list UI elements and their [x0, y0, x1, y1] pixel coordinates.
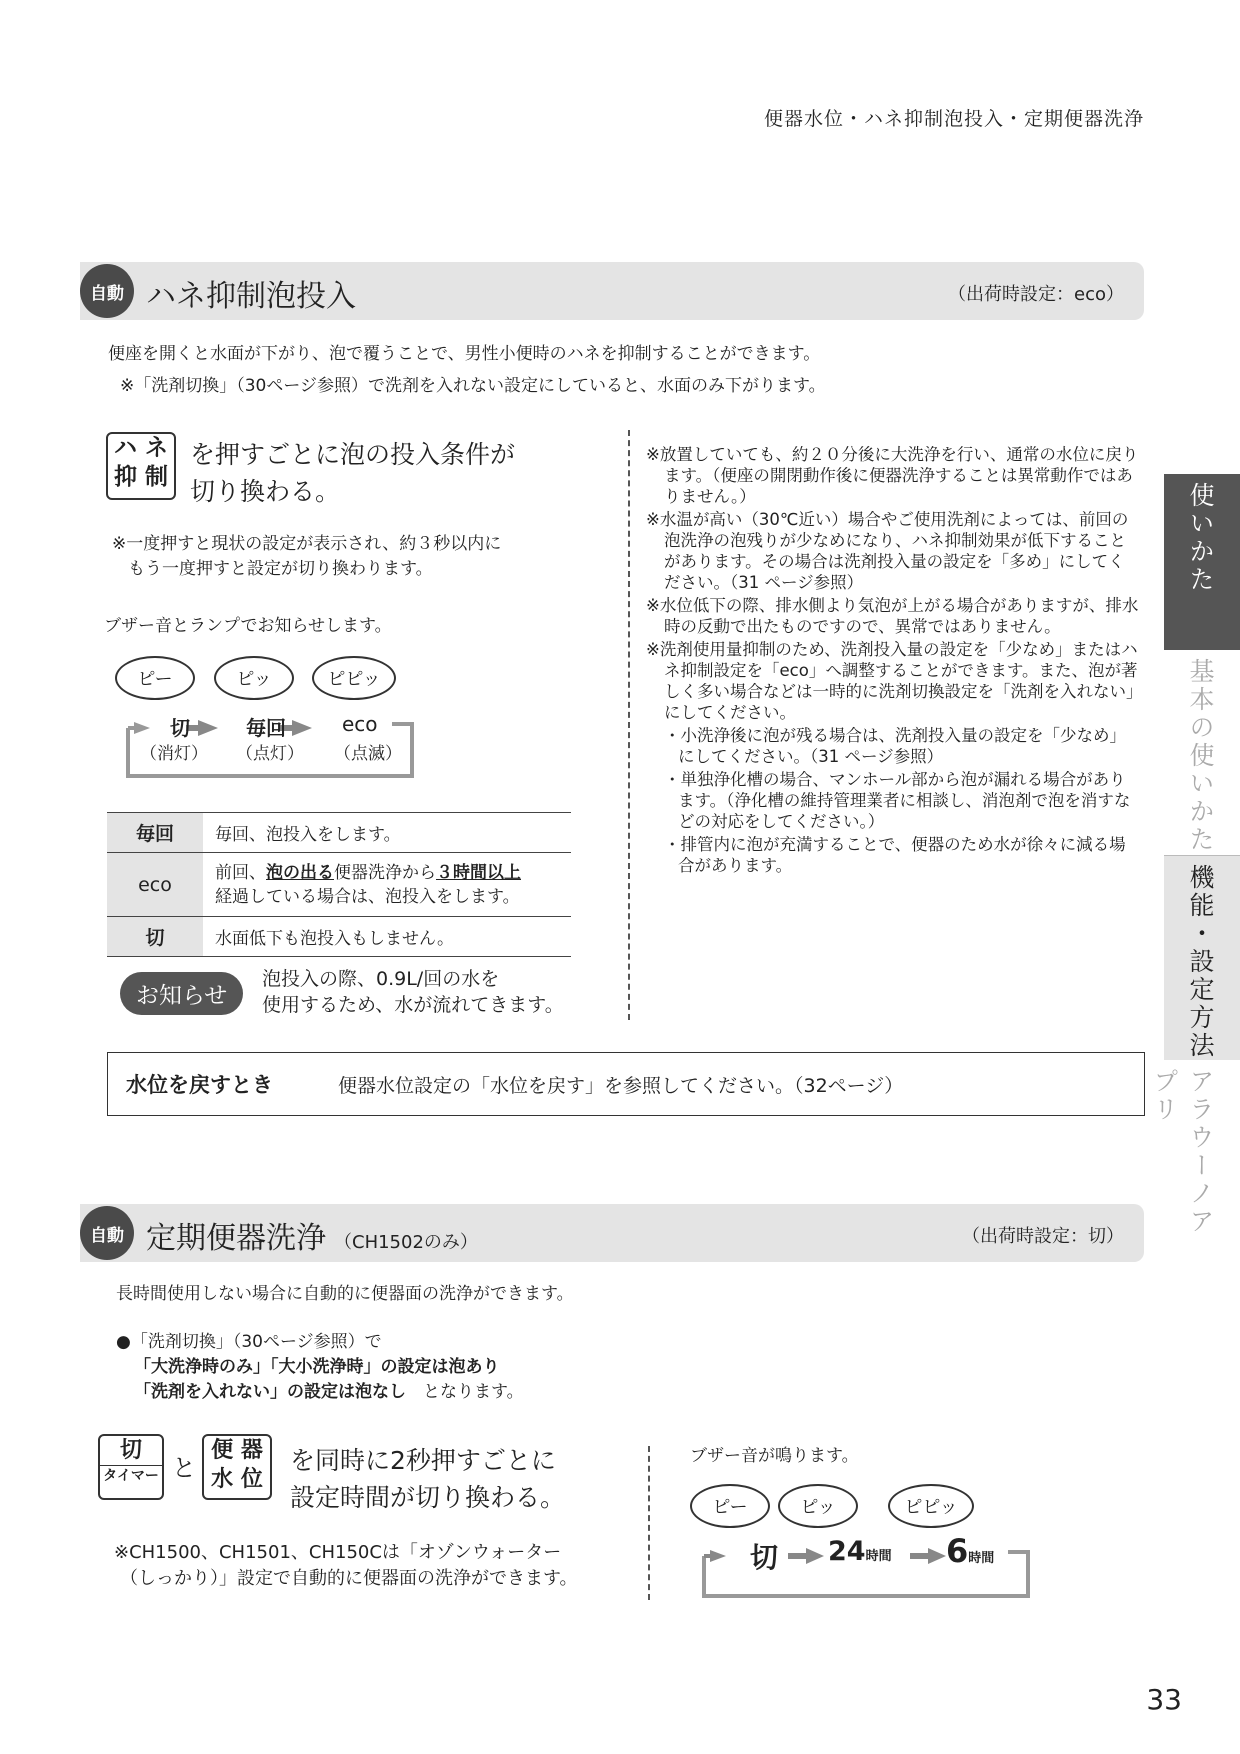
- mode-every: 毎回: [246, 716, 286, 740]
- tab-functions-settings[interactable]: 機能・設定方法: [1164, 856, 1240, 1060]
- mode-off: 切: [170, 716, 190, 740]
- water-level-text: 便器水位設定の「水位を戻す」を参照してください。（32ページ）: [338, 1075, 904, 1097]
- sound-bubble-1: ピー: [115, 656, 195, 700]
- sub-note-item: ・排管内に泡が充満することで、便器のため水が徐々に減る場合があります。: [664, 835, 1126, 875]
- buzzer-text: ブザー音が鳴ります。: [690, 1446, 859, 1466]
- column-divider: [628, 430, 630, 1020]
- sub-note-item: ・小洗浄後に泡が残る場合は、洗剤投入量の設定を「少なめ」にしてください。（31 ページ参照）: [664, 726, 1126, 766]
- key-instruction: を同時に2秒押すごとに 設定時間が切り換わる。: [290, 1446, 566, 1512]
- tab-basic-usage[interactable]: 基本の使いかた: [1164, 650, 1240, 856]
- lamp-on: （点灯）: [236, 744, 304, 764]
- ozone-note: ※CH1500、CH1501、CH150Cは「オゾンウォーター （しっかり）」設定で自動的に便器面の洗浄ができます。: [114, 1542, 578, 1589]
- sound-bubble-3: ピピッ: [888, 1484, 974, 1528]
- key-instruction: を押すごとに泡の投入条件が 切り換わる。: [190, 440, 516, 506]
- off-timer-button[interactable]: 切 タイマー: [98, 1434, 164, 1500]
- table-row: 切 水面低下も泡投入もしません。: [107, 917, 571, 957]
- timer-6h: 6時間: [946, 1532, 995, 1570]
- mode-eco: eco: [342, 712, 378, 736]
- timer-24h: 24時間: [828, 1536, 892, 1567]
- auto-badge: 自動: [80, 1206, 134, 1260]
- note-item: ※水位低下の際、排水側より気泡が上がる場合がありますが、排水時の反動で出たものですので、異常ではありません。: [646, 596, 1139, 636]
- splash-suppress-button[interactable]: ハ ネ 抑 制: [106, 432, 176, 500]
- notice-text: 泡投入の際、0.9L/回の水を 使用するため、水が流れてきます。: [262, 968, 564, 1016]
- and-text: と: [172, 1454, 196, 1482]
- section-intro: 長時間使用しない場合に自動的に便器面の洗浄ができます。: [116, 1284, 574, 1304]
- page-number: 33: [1146, 1683, 1182, 1716]
- factory-default: （出荷時設定：eco）: [948, 284, 1124, 305]
- sound-bubble-1: ピー: [690, 1484, 770, 1528]
- auto-badge: 自動: [80, 264, 134, 318]
- sub-note-item: ・単独浄化槽の場合、マンホール部から泡が漏れる場合があります。（浄化槽の維持管理業者に相談し、消泡剤で泡を消すなどの対応をしてください。）: [664, 770, 1131, 831]
- section-header-periodic-wash: [80, 1204, 1144, 1262]
- water-level-return-box: [107, 1052, 1145, 1116]
- mode-table: [107, 812, 571, 957]
- note-item: ※放置していても、約２０分後に大洗浄を行い、通常の水位に戻ります。（便座の開閉動作後に便器洗浄することは異常動作ではありません。）: [646, 445, 1139, 506]
- sound-bubble-3: ピピッ: [312, 656, 396, 700]
- lamp-off: （消灯）: [140, 744, 208, 764]
- tab-usage[interactable]: 使いかた: [1164, 474, 1240, 650]
- detergent-note: ●「洗剤切換」（30ページ参照）で 「大洗浄時のみ」「大小洗浄時」の設定は泡あり 「洗剤を入れない」の設定は泡なし となります。: [116, 1332, 524, 1402]
- column-divider: [648, 1446, 650, 1600]
- section-title: 定期便器洗浄 （CH1502のみ）: [146, 1221, 478, 1256]
- key-note: ※一度押すと現状の設定が表示され、約３秒以内に もう一度押すと設定が切り換わります。: [112, 534, 502, 579]
- note-item: ※洗剤使用量抑制のため、洗剤投入量の設定を「少なめ」またはハネ抑制設定を「eco」へ調整することができます。また、泡が著しく多い場合などは一時的に洗剤切換設定を「洗剤を入れない」にしてください。: [646, 640, 1138, 722]
- sound-bubble-2: ピッ: [778, 1484, 858, 1528]
- notice-label: お知らせ: [120, 972, 243, 1015]
- buzzer-text: ブザー音とランプでお知らせします。: [104, 616, 392, 636]
- water-level-label: 水位を戻すとき: [126, 1073, 273, 1097]
- section-intro-note: ※「洗剤切換」（30ページ参照）で洗剤を入れない設定にしていると、水面のみ下がります。: [120, 376, 826, 396]
- timer-off: 切: [750, 1541, 779, 1574]
- page-header: 便器水位・ハネ抑制泡投入・定期便器洗浄: [763, 108, 1144, 130]
- table-row: eco 前回、泡の出る便器洗浄から３時間以上 経過している場合は、泡投入をします。: [107, 853, 571, 917]
- tab-arauno-app[interactable]: アラウーノアプリ: [1150, 1068, 1215, 1236]
- section-title: ハネ抑制泡投入: [146, 279, 356, 314]
- table-row: 毎回 毎回、泡投入をします。: [107, 813, 571, 853]
- sound-bubble-2: ピッ: [214, 656, 294, 700]
- note-item: ※水温が高い（30℃近い）場合やご使用洗剤によっては、前回の泡洗浄の泡残りが少なめになり、ハネ抑制効果が低下することがあります。その場合は洗剤投入量の設定を「多め」にしてください。（31 ページ参照）: [646, 510, 1129, 592]
- notes-column: [646, 444, 1140, 878]
- section-intro: 便座を開くと水面が下がり、泡で覆うことで、男性小便時のハネを抑制することができます。: [108, 344, 821, 364]
- factory-default: （出荷時設定：切）: [962, 1226, 1124, 1247]
- section-header-splash-foam: [80, 262, 1144, 320]
- toilet-water-level-button[interactable]: 便 器 水 位: [202, 1434, 272, 1500]
- lamp-blink: （点滅）: [334, 744, 402, 764]
